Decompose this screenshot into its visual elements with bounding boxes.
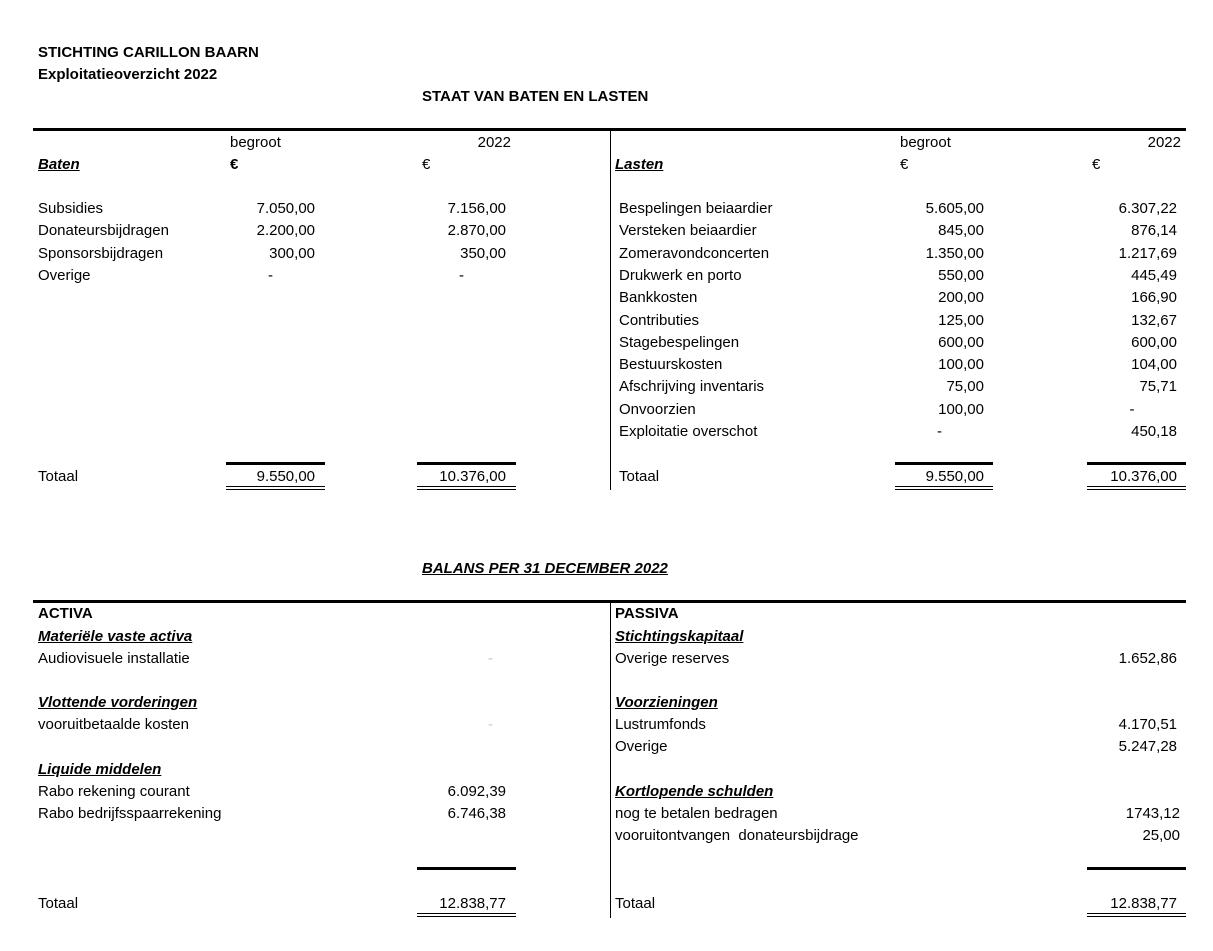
- lasten-row-budget: 200,00: [938, 289, 984, 307]
- baten-heading: Baten: [38, 156, 80, 173]
- baten-row-label: Donateursbijdragen: [38, 222, 169, 240]
- lasten-row-actual: 104,00: [1131, 356, 1177, 374]
- baten-total-year: 10.376,00: [439, 468, 506, 485]
- lasten-row-label: Contributies: [619, 311, 700, 329]
- lasten-total-year: 10.376,00: [1110, 468, 1177, 485]
- passiva-group-kortlopende: Kortlopende schulden: [615, 783, 774, 800]
- activa-row-value: -: [488, 650, 493, 667]
- activa-row-label: vooruitbetaalde kosten: [38, 716, 189, 733]
- column-divider: [610, 131, 611, 490]
- baten-row-actual: 7.156,00: [447, 200, 506, 217]
- lasten-row-actual: -: [1129, 400, 1135, 418]
- lasten-total-budget-rule: [895, 462, 993, 465]
- lasten-row-actual: 132,67: [1131, 311, 1177, 329]
- lasten-row-actual: 166,90: [1131, 289, 1177, 307]
- activa-row-value: -: [488, 716, 493, 733]
- lasten-row-actual: 75,71: [1139, 378, 1177, 396]
- passiva-total-double-rule: [1087, 913, 1186, 917]
- lasten-total-year-rule: [1087, 462, 1186, 465]
- passiva-row-label: Overige: [615, 738, 668, 755]
- passiva-total-label: Totaal: [615, 895, 656, 912]
- activa-group-vlottende: Vlottende vorderingen: [38, 694, 198, 711]
- lasten-row-actual: 450,18: [1131, 423, 1177, 440]
- passiva-row-label: nog te betalen bedragen: [615, 805, 778, 822]
- baten-total-budget-rule: [226, 462, 325, 465]
- lasten-total-year-double-rule: [1087, 486, 1186, 490]
- lasten-total-budget: 9.550,00: [925, 468, 984, 485]
- baten-row-label: Subsidies: [38, 200, 104, 217]
- lasten-row-budget: 75,00: [946, 378, 984, 396]
- activa-group-materiele: Materiële vaste activa: [38, 628, 193, 645]
- lasten-row-label: Stagebespelingen: [619, 333, 740, 351]
- baten-row-actual: 2.870,00: [447, 222, 506, 240]
- baten-row-actual: 350,00: [460, 244, 506, 262]
- passiva-row-label: Overige reserves: [615, 650, 730, 667]
- baten-total-budget-double-rule: [226, 486, 325, 490]
- baten-row-budget: -: [268, 266, 273, 284]
- activa-total-value: 12.838,77: [439, 895, 506, 912]
- lasten-row-label: Onvoorzien: [619, 400, 696, 418]
- baten-total-budget: 9.550,00: [256, 468, 315, 485]
- lasten-row-label: Versteken beiaardier: [619, 222, 757, 240]
- lasten-row-actual: 600,00: [1131, 333, 1177, 351]
- organization-name: STICHTING CARILLON BAARN: [38, 44, 259, 61]
- lasten-row-budget: 100,00: [938, 400, 984, 418]
- passiva-group-voorzieningen: Voorzieningen: [615, 694, 718, 711]
- passiva-row-label: Lustrumfonds: [615, 716, 706, 733]
- baten-row-budget: 2.200,00: [256, 222, 315, 240]
- lasten-row-actual: 1.217,69: [1118, 244, 1177, 262]
- baten-row-label: Overige: [38, 266, 91, 284]
- passiva-row-value: 25,00: [1142, 827, 1180, 844]
- lasten-row-label: Bestuurskosten: [619, 356, 723, 374]
- activa-row-label: Rabo rekening courant: [38, 783, 190, 800]
- lasten-col-budget: begroot: [900, 134, 951, 151]
- baten-total-label: Totaal: [38, 468, 79, 485]
- activa-total-double-rule: [417, 913, 516, 917]
- lasten-row-label: Zomeravondconcerten: [619, 244, 770, 262]
- passiva-total-value: 12.838,77: [1110, 895, 1177, 912]
- document-subtitle: Exploitatieoverzicht 2022: [38, 66, 218, 83]
- activa-row-label: Rabo bedrijfsspaarrekening: [38, 805, 222, 822]
- lasten-row-budget: 1.350,00: [925, 244, 984, 262]
- lasten-currency-budget: €: [900, 156, 909, 173]
- passiva-group-stichtingskapitaal: Stichtingskapitaal: [615, 628, 744, 645]
- lasten-row-label: Drukwerk en porto: [619, 266, 742, 284]
- baten-total-year-rule: [417, 462, 516, 465]
- baten-row-actual: -: [459, 266, 464, 284]
- activa-row-value: 6.092,39: [447, 783, 506, 800]
- passiva-row-value: 5.247,28: [1118, 738, 1177, 755]
- lasten-row-actual: 876,14: [1131, 222, 1177, 240]
- lasten-currency-year: €: [1092, 156, 1101, 173]
- passiva-row-value: 1743,12: [1125, 805, 1180, 822]
- lasten-row-budget: 600,00: [938, 333, 984, 351]
- baten-currency-budget: €: [230, 156, 239, 173]
- activa-group-liquide: Liquide middelen: [38, 761, 162, 778]
- passiva-row-value: 4.170,51: [1118, 716, 1177, 733]
- lasten-row-budget: 125,00: [938, 311, 984, 329]
- lasten-total-budget-double-rule: [895, 486, 993, 490]
- lasten-row-budget: -: [937, 423, 942, 440]
- lasten-total-label: Totaal: [619, 468, 660, 485]
- lasten-row-label: Bespelingen beiaardier: [619, 200, 773, 217]
- section-title-baten-lasten: STAAT VAN BATEN EN LASTEN: [422, 88, 649, 105]
- activa-total-rule: [417, 867, 516, 870]
- passiva-heading: PASSIVA: [615, 605, 679, 622]
- baten-col-year: 2022: [477, 134, 511, 151]
- lasten-row-label: Exploitatie overschot: [619, 423, 758, 440]
- activa-row-value: 6.746,38: [447, 805, 506, 822]
- activa-heading: ACTIVA: [38, 605, 93, 622]
- passiva-total-rule: [1087, 867, 1186, 870]
- lasten-row-budget: 550,00: [938, 266, 984, 284]
- lasten-row-budget: 845,00: [938, 222, 984, 240]
- activa-row-label: Audiovisuele installatie: [38, 650, 190, 667]
- baten-row-budget: 300,00: [269, 244, 315, 262]
- section-title-balans: BALANS PER 31 DECEMBER 2022: [422, 560, 668, 577]
- baten-row-label: Sponsorsbijdragen: [38, 244, 164, 262]
- passiva-row-value: 1.652,86: [1118, 650, 1177, 667]
- lasten-row-label: Bankkosten: [619, 289, 698, 307]
- baten-total-year-double-rule: [417, 486, 516, 490]
- lasten-row-actual: 6.307,22: [1118, 200, 1177, 217]
- baten-row-budget: 7.050,00: [256, 200, 315, 217]
- lasten-row-budget: 5.605,00: [925, 200, 984, 217]
- baten-col-budget: begroot: [230, 134, 281, 151]
- lasten-heading: Lasten: [615, 156, 664, 173]
- activa-total-label: Totaal: [38, 895, 79, 912]
- lasten-row-budget: 100,00: [938, 356, 984, 374]
- lasten-row-label: Afschrijving inventaris: [619, 378, 765, 396]
- baten-currency-year: €: [422, 156, 431, 173]
- lasten-col-year: 2022: [1147, 134, 1181, 151]
- balans-column-divider: [610, 603, 611, 918]
- lasten-row-actual: 445,49: [1131, 266, 1177, 284]
- passiva-row-label: vooruitontvangen donateursbijdrage: [615, 827, 859, 844]
